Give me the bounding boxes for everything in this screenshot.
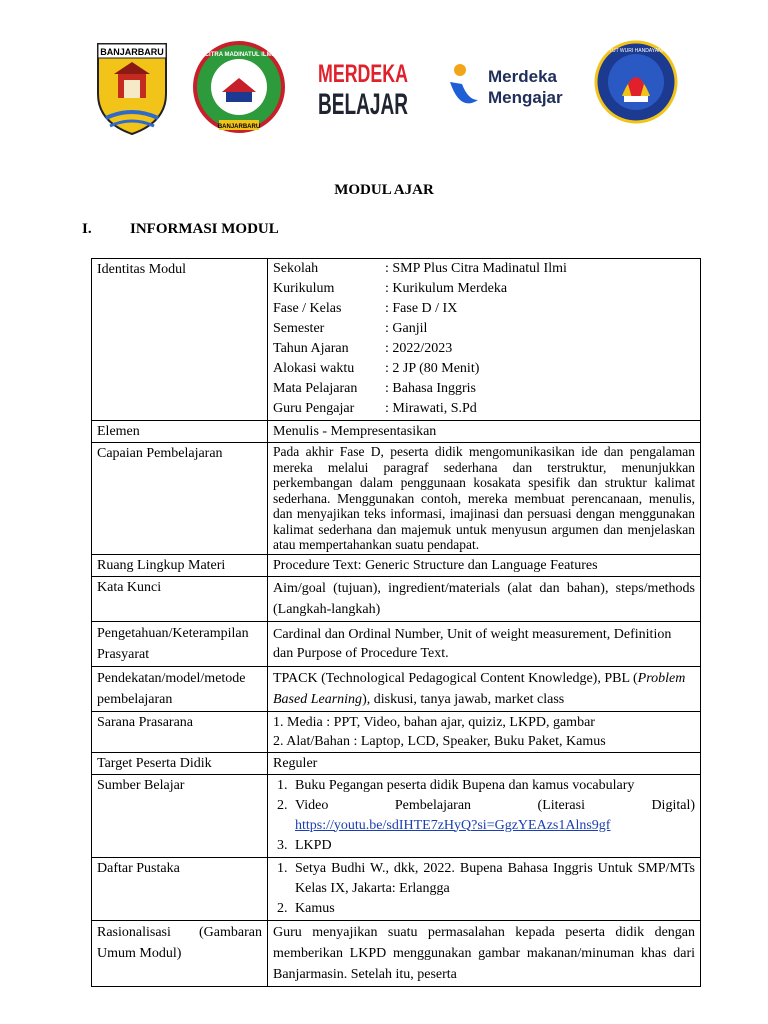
- list-item: 1. Media : PPT, Video, bahan ajar, quiziz, LKPD, gambar: [273, 714, 595, 730]
- youtube-link[interactable]: https://youtu.be/sdIHTE7zHyQ?si=GgzYEAzs1Alns9gf: [295, 817, 611, 833]
- pustaka-label: Daftar Pustaka: [92, 857, 268, 920]
- citra-logo-sub: BANJARBARU: [217, 124, 261, 130]
- table-row: [92, 752, 701, 774]
- capaian-value: Pada akhir Fase D, peserta didik mengomunikasikan ide dan pengalaman mereka melalui paragraf sederhana dan terstruktur, menunjukkan perkembangan dalam penggunaan kosakata spesifik dan struktur kalimat sederhana. Menggunakan contoh, mereka membuat perencanaan, menulis, dan menyajikan teks informasi, imajinasi dan persuasi dengan menggunakan kalimat sederhana dan majemuk untuk menyusun argumen dan menjelaskan atau mempertahankan suatu pendapat.: [268, 443, 701, 555]
- kv-row: [273, 299, 695, 319]
- elemen-value: Menulis - Mempresentasikan: [268, 421, 701, 443]
- document-title: MODUL AJAR: [334, 182, 434, 198]
- kv-row: [273, 359, 695, 379]
- kata-kunci-value: Aim/goal (tujuan), ingredient/materials (alat dan bahan), steps/methods (Langkah-langkah): [268, 576, 701, 621]
- kv-key: Semester: [273, 321, 325, 336]
- pendekatan-text-b: ), diskusi, tanya jawab, market class: [362, 691, 565, 707]
- tutwuri-text: TUT WURI HANDAYANI: [608, 48, 664, 54]
- capaian-label: Capaian Pembelajaran: [92, 443, 268, 555]
- table-row: [92, 621, 701, 666]
- kv-key: Fase / Kelas: [273, 301, 342, 316]
- kv-value: : Ganjil: [385, 321, 428, 336]
- kv-row: [273, 319, 695, 339]
- kv-value: : Mirawati, S.Pd: [385, 401, 477, 416]
- identitas-label: Identitas Modul: [92, 259, 268, 421]
- table-row: [92, 421, 701, 443]
- module-info-table: [91, 258, 701, 987]
- banjarbaru-logo: [94, 40, 170, 136]
- table-row: [92, 857, 701, 920]
- kv-row: [273, 279, 695, 299]
- sarana-label: Sarana Prasarana: [92, 711, 268, 752]
- kv-key: Mata Pelajaran: [273, 381, 358, 396]
- target-value: Reguler: [268, 752, 701, 774]
- pendekatan-value: [268, 666, 701, 711]
- section-heading: [82, 221, 279, 238]
- sumber-value: [268, 774, 701, 857]
- pustaka-value: [268, 857, 701, 920]
- list-item: 1. Buku Pegangan peserta didik Bupena dan kamus vocabulary: [291, 776, 695, 796]
- elemen-label: Elemen: [92, 421, 268, 443]
- kv-key: Tahun Ajaran: [273, 341, 349, 356]
- table-row: [92, 711, 701, 752]
- pendekatan-text-italic: Problem Based Learning: [273, 670, 686, 707]
- rasional-value: Guru menyajikan suatu permasalahan kepada peserta didik dengan memberikan LKPD menggunakan gambar makanan/minuman khas dari Banjarmasin. Setelah itu, peserta: [268, 920, 701, 986]
- kata-kunci-label: Kata Kunci: [92, 576, 268, 621]
- merdeka-belajar-line2: BELAJAR: [318, 88, 409, 121]
- merdeka-belajar-logo: [318, 58, 412, 120]
- kv-row: [273, 399, 695, 419]
- tut-wuri-handayani-logo: [594, 40, 678, 124]
- table-row: [92, 666, 701, 711]
- sumber-label: Sumber Belajar: [92, 774, 268, 857]
- merdeka-belajar-line1: MERDEKA: [318, 60, 408, 88]
- section-number: I.: [82, 221, 92, 237]
- table-row: [92, 443, 701, 555]
- prasyarat-value: Cardinal dan Ordinal Number, Unit of weight measurement, Definition dan Purpose of Procedure Text.: [268, 621, 701, 666]
- kv-value: : 2 JP (80 Menit): [385, 361, 480, 376]
- list-item: 3. LKPD: [291, 836, 695, 856]
- list-item: [291, 796, 695, 836]
- kv-value: : SMP Plus Citra Madinatul Ilmi: [385, 261, 567, 276]
- kv-key: Guru Pengajar: [273, 401, 355, 416]
- logo-header: [0, 0, 768, 150]
- section-title: INFORMASI MODUL: [130, 221, 279, 237]
- kv-key: Kurikulum: [273, 281, 335, 296]
- table-row: [92, 554, 701, 576]
- table-row: [92, 259, 701, 421]
- kv-key: Alokasi waktu: [273, 361, 355, 376]
- table-row: [92, 576, 701, 621]
- pendekatan-label: Pendekatan/model/metode pembelajaran: [92, 666, 268, 711]
- sumber-list: [273, 776, 695, 856]
- list-item: 1. Setya Budhi W., dkk, 2022. Bupena Bahasa Inggris Untuk SMP/MTs Kelas IX, Jakarta: Erlangga: [291, 859, 695, 899]
- kv-value: : Fase D / IX: [385, 301, 458, 316]
- kv-row: [273, 259, 695, 279]
- kv-value: : Kurikulum Merdeka: [385, 281, 508, 296]
- table-row: [92, 920, 701, 986]
- table-row: [92, 774, 701, 857]
- rasional-label: Rasionalisasi (Gambaran Umum Modul): [92, 920, 268, 986]
- ruang-value: Procedure Text: Generic Structure dan Language Features: [268, 554, 701, 576]
- citra-madinatul-ilmi-logo: [192, 40, 286, 136]
- merdeka-mengajar-line1: Merdeka: [488, 67, 557, 86]
- pendekatan-text-a: TPACK (Technological Pedagogical Content Knowledge), PBL (: [273, 670, 638, 686]
- list-item: 2. Kamus: [291, 899, 695, 919]
- kv-key: Sekolah: [273, 261, 319, 276]
- kv-row: [273, 339, 695, 359]
- kv-value: : 2022/2023: [385, 341, 453, 356]
- merdeka-mengajar-logo: [448, 60, 574, 112]
- target-label: Target Peserta Didik: [92, 752, 268, 774]
- merdeka-mengajar-line2: Mengajar: [488, 88, 563, 107]
- identitas-values: [268, 259, 701, 421]
- list-item: 2. Alat/Bahan : Laptop, LCD, Speaker, Buku Paket, Kamus: [273, 733, 606, 749]
- prasyarat-label: Pengetahuan/Keterampilan Prasyarat: [92, 621, 268, 666]
- kv-value: : Bahasa Inggris: [385, 381, 476, 396]
- citra-logo-text: CITRA MADINATUL ILMI: [204, 52, 274, 58]
- pustaka-list: [273, 859, 695, 919]
- sumber-item2-text: 2. Video Pembelajaran (Literasi Digital): [295, 797, 695, 813]
- banjarbaru-logo-text: BANJARBARU: [100, 47, 164, 57]
- ruang-label: Ruang Lingkup Materi: [92, 554, 268, 576]
- sarana-value: [268, 711, 701, 752]
- kv-row: [273, 379, 695, 399]
